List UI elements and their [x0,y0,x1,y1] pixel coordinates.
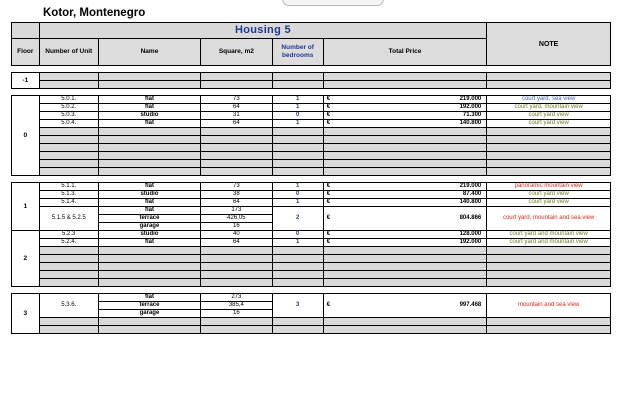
floor-header: Floor [12,39,40,66]
unit-square: 64 [201,120,273,128]
unit-number: 5.1.4. [39,199,98,207]
unit-number: 5.2.4. [39,239,98,247]
table-row [12,120,611,128]
unit-note: court yard, mountain and sea view [487,207,611,231]
unit-name: flat [98,183,200,191]
table-row [12,112,611,120]
unit-bedrooms: 0 [272,231,323,239]
currency-symbol: € [326,231,331,237]
unit-note: court yard view [487,112,611,120]
price-amount: 128.000 [459,231,482,237]
unit-note: panoramic mountain view [487,183,611,191]
unit-price [323,104,487,112]
unit-price [323,183,487,191]
housing-title: Housing 5 [39,23,487,39]
unit-name: garage [98,310,200,318]
unit-number: 5.1.3. [39,191,98,199]
unit-price [323,96,487,104]
table-row [12,207,611,215]
table-row [12,191,611,199]
unit-number: 5.0.2. [39,104,98,112]
unit-name: flat [98,104,200,112]
unit-name: flat [98,207,200,215]
unit-number: 5.0.3. [39,112,98,120]
unit-price [323,120,487,128]
unit-number: 5.0.1. [39,96,98,104]
unit-bedrooms: 1 [272,199,323,207]
table-row [12,294,611,302]
name-header: Name [98,39,200,66]
unit-square: 273 [201,294,273,302]
floor-label: 3 [12,294,40,334]
unit-number: 5.0.4. [39,120,98,128]
unit-note: court yard and mountain view [487,231,611,239]
unit-name: flat [98,294,200,302]
table-row [12,239,611,247]
price-amount: 87.400 [462,191,482,197]
unit-square: 16 [201,223,273,231]
unit-note: mountain and sea view [487,294,611,318]
unit-bedrooms: 1 [272,96,323,104]
unit-number: 5.1.5 & 5.2.5 [39,207,98,231]
unit-name: flat [98,96,200,104]
unit-note: court yard view [487,199,611,207]
unit-square: 40 [201,231,273,239]
currency-symbol: € [326,120,331,126]
unit-number: 5.1.1. [39,183,98,191]
currency-symbol: € [326,183,331,189]
unit-name: studio [98,231,200,239]
unit-header: Number of Unit [39,39,98,66]
price-amount: 140.800 [459,199,482,205]
price-amount: 140.800 [459,120,482,126]
unit-name: studio [98,112,200,120]
unit-price [323,231,487,239]
price-amount: 192.000 [459,239,482,245]
unit-note: court yard, sea view [487,96,611,104]
table-row [12,104,611,112]
unit-name: flat [98,199,200,207]
price-amount: 804.866 [459,215,482,221]
unit-square: 385,4 [201,302,273,310]
currency-symbol: € [326,191,331,197]
table-row [12,96,611,104]
unit-name: terrace [98,302,200,310]
square-header: Square, m2 [201,39,273,66]
unit-price [323,199,487,207]
header-corner [12,23,40,39]
price-amount: 71.300 [462,112,482,118]
unit-bedrooms: 1 [272,120,323,128]
unit-bedrooms: 2 [272,207,323,231]
unit-number: 5.3.6. [39,294,98,318]
unit-name: garage [98,223,200,231]
unit-price [323,239,487,247]
unit-square: 64 [201,104,273,112]
unit-number: 5.2.3 [39,231,98,239]
total-price-header: Total Price [323,39,487,66]
table-row [12,231,611,239]
price-amount: 219.000 [459,96,482,102]
unit-bedrooms: 1 [272,104,323,112]
unit-note: court yard, mountain view [487,104,611,112]
unit-square: 31 [201,112,273,120]
unit-name: studio [98,191,200,199]
unit-square: 16 [201,310,273,318]
unit-square: 73 [201,183,273,191]
currency-symbol: € [326,302,331,308]
currency-symbol: € [326,199,331,205]
unit-price [323,207,487,231]
price-amount: 219.000 [459,183,482,189]
unit-square: 64 [201,239,273,247]
unit-bedrooms: 1 [272,239,323,247]
unit-name: flat [98,120,200,128]
note-header: NOTE [487,23,611,66]
unit-price [323,294,487,318]
unit-price [323,112,487,120]
unit-name: terrace [98,215,200,223]
unit-price [323,191,487,199]
floor-label: -1 [12,73,40,89]
price-table [11,22,611,334]
currency-symbol: € [326,112,331,118]
currency-symbol: € [326,239,331,245]
unit-square: 38 [201,191,273,199]
table-row [12,183,611,191]
unit-square: 426,05 [201,215,273,223]
bedrooms-header: Number of bedrooms [272,39,323,66]
unit-note: court yard and mountain view [487,239,611,247]
unit-square: 64 [201,199,273,207]
unit-bedrooms: 1 [272,183,323,191]
floor-label: 1 [12,183,40,231]
currency-symbol: € [326,104,331,110]
table-row [12,199,611,207]
document-title: Kotor, Montenegro [43,7,146,19]
floor-label: 0 [12,96,40,176]
currency-symbol: € [326,215,331,221]
unit-bedrooms: 3 [272,294,323,318]
unit-bedrooms: 0 [272,112,323,120]
unit-bedrooms: 0 [272,191,323,199]
price-amount: 192.000 [459,104,482,110]
floor-label: 2 [12,231,40,287]
unit-square: 73 [201,96,273,104]
unit-note: court yard view [487,120,611,128]
unit-note: court yard view [487,191,611,199]
currency-symbol: € [326,96,331,102]
sheet-tab-outline [282,0,384,6]
unit-square: 173 [201,207,273,215]
price-amount: 997.468 [459,302,482,308]
unit-name: flat [98,239,200,247]
